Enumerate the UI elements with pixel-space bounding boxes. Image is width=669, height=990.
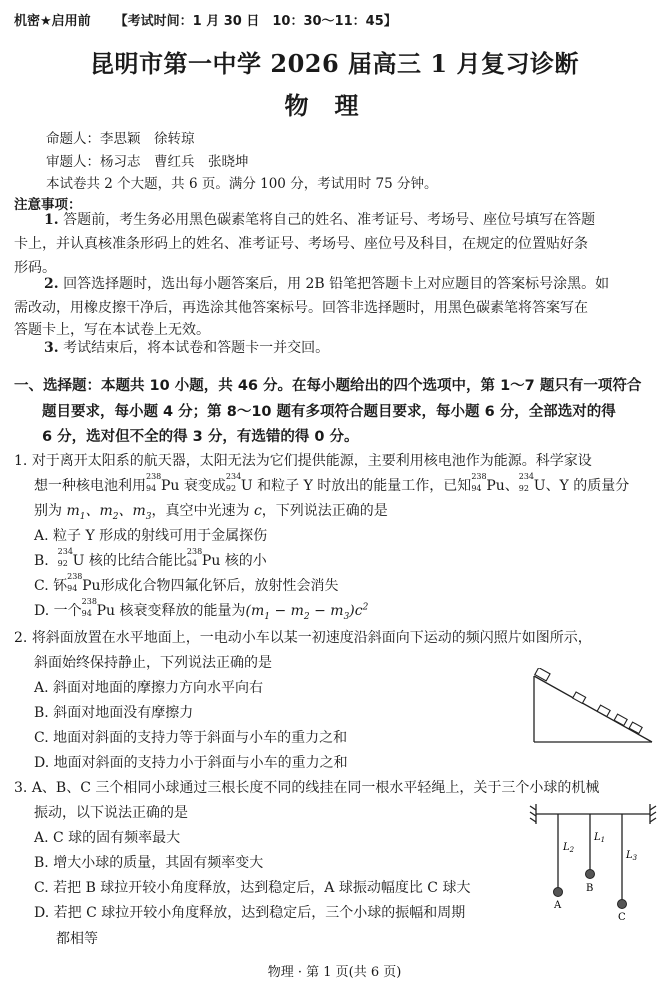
exam-time: 【考试时间：1 月 30 日 10：30～11：45】 — [114, 14, 397, 29]
note-1-number: 1. — [44, 212, 59, 228]
q1-text-3c: ，下列说法正确的是 — [261, 503, 388, 519]
car-frames — [535, 668, 642, 734]
q1-option-b — [34, 547, 267, 570]
q2-option-b: B. 斜面对地面没有摩擦力 — [34, 705, 194, 721]
section-1-line-1: 一、选择题：本题共 10 小题，共 46 分。在每小题给出的四个选项中，第 1～7 题只有一项符合 — [14, 378, 642, 394]
label-a: A — [554, 900, 562, 911]
q2-option-a: A. 斜面对地面的摩擦力方向水平向右 — [34, 680, 264, 696]
q2-line-2: 斜面始终保持静止，下列说法正确的是 — [34, 655, 272, 671]
q2-option-d: D. 地面对斜面的支持力小于斜面与小车的重力之和 — [34, 755, 348, 771]
confidential-label: 机密★启用前 — [14, 14, 91, 29]
ball-b — [586, 870, 595, 879]
u-mass-number: 234 — [225, 472, 242, 481]
note-3 — [44, 336, 329, 360]
exam-title: 昆明市第一中学 2026 届高三 1 月复习诊断 — [90, 49, 579, 78]
exam-subject: 物理 — [284, 91, 385, 120]
q3-option-b: B. 增大小球的质量，其固有频率变大 — [34, 855, 264, 871]
note-1 — [44, 208, 595, 232]
nuclide-u — [225, 472, 242, 493]
setters: 命题人：李思颖 徐转琼 — [46, 131, 195, 147]
note-2-number: 2. — [44, 276, 59, 292]
nuclide-u-2 — [518, 472, 535, 493]
u-mass-number-3: 234 — [57, 547, 73, 556]
u-mass-number-2: 234 — [518, 472, 535, 481]
note-3-number: 3. — [44, 340, 59, 356]
incline-lines — [534, 676, 652, 742]
q2-option-c: C. 地面对斜面的支持力等于斜面与小车的重力之和 — [34, 730, 348, 746]
q1-text-2c: 和粒子 Y 时放出的能量工作，已知 — [257, 478, 472, 494]
q3-option-a: A. C 球的固有频率最大 — [34, 830, 181, 846]
nuclide-pu-4 — [67, 572, 83, 593]
nuclide-pu-2 — [471, 472, 487, 493]
u-symbol: U — [240, 478, 253, 494]
pu-symbol: Pu — [161, 478, 180, 494]
section-1-line-2: 题目要求，每小题 4 分；第 8～10 题有多项符合题目要求，每小题 6 分，全部选对的得 — [42, 404, 616, 420]
reviewers: 审题人：杨习志 曹红兵 张晓坤 — [46, 154, 249, 170]
energy-formula: $(m_1 - m_2 - m_3)c^2$ — [245, 602, 369, 622]
pu-mass-number-3: 238 — [186, 547, 203, 556]
q1-text-2a: 想一种核电池利用 — [34, 478, 146, 494]
q2-line-1 — [14, 627, 592, 647]
label-l3: $L_3$ — [626, 850, 638, 862]
q1-text-3a: 别为 — [34, 503, 62, 519]
q1-option-d-tail: 核衰变释放的能量为 — [119, 603, 246, 619]
q3-option-d: D. 若把 C 球拉开较小角度释放，达到稳定后，三个小球的振幅和周期 — [34, 905, 466, 921]
q1-option-c-text: C. 钚 — [34, 578, 68, 594]
pu-mass-number-2: 238 — [471, 472, 487, 481]
q3-text-1: A、B、C 三个相同小球通过三根长度不同的线挂在同一根水平轻绳上，关于三个小球的机械 — [31, 780, 600, 796]
u-atomic-number-2: 92 — [518, 484, 529, 493]
q1-text-1: 对于离开太阳系的航天器，太阳无法为它们提供能源，主要利用核电池作为能源。科学家设 — [31, 453, 592, 469]
q1-number: 1. — [14, 453, 28, 469]
label-l1: $L_1$ — [594, 832, 606, 844]
pu-mass-number-5: 238 — [81, 597, 97, 606]
q1-text-2b: 衰变成 — [183, 478, 226, 494]
notes-heading: 注意事项： — [14, 197, 82, 213]
q1-option-d — [34, 597, 369, 622]
note-1-line-3: 形码。 — [14, 260, 56, 276]
q1-option-b-letter: B. — [34, 553, 49, 569]
mass-symbols: $m_1$、$m_2$、$m_3$ — [66, 503, 152, 522]
q3-option-d-cont: 都相等 — [56, 931, 98, 947]
q3-line-2: 振动，以下说法正确的是 — [34, 805, 188, 821]
ball-c — [618, 900, 627, 909]
pu-symbol-4: Pu — [82, 578, 101, 594]
section-1-line-3: 6 分，选对但不全的得 3 分，有选错的得 0 分。 — [42, 429, 359, 445]
q1-text-2d: 、 — [504, 478, 519, 494]
q3-line-1 — [14, 777, 599, 797]
note-2-line-3: 答题卡上，写在本试卷上无效。 — [14, 322, 210, 338]
u-atomic-number: 92 — [225, 484, 237, 493]
nuclide-pu-3 — [186, 547, 203, 568]
q1-text-2e: 、Y 的质量分 — [545, 478, 630, 494]
nuclide-u-3 — [57, 547, 73, 568]
q1-option-b-tail: 核的小 — [224, 553, 267, 569]
q1-text-3b: ，真空中光速为 — [151, 503, 250, 519]
note-3-line-1: 考试结束后，将本试卷和答题卡一并交回。 — [63, 340, 330, 356]
q1-option-b-text: 核的比结合能比 — [88, 553, 187, 569]
note-1-line-2: 卡上，并认真核准条形码上的姓名、准考证号、考场号、座位号及科目，在规定的位置贴好条 — [14, 236, 588, 252]
pendulum-figure — [528, 800, 658, 925]
pu-atomic-number-5: 94 — [81, 609, 92, 618]
q1-option-d-text: D. 一个 — [34, 603, 82, 619]
pu-symbol-2: Pu — [486, 478, 505, 494]
label-c: C — [618, 912, 626, 923]
nuclide-pu-5 — [81, 597, 97, 618]
note-2-line-2: 需改动，用橡皮擦干净后，再选涂其他答案标号。回答非选择题时，用黑色碳素笔将答案写在 — [14, 300, 588, 316]
exam-header — [14, 10, 397, 29]
label-l2: $L_2$ — [563, 842, 575, 854]
ball-a — [554, 888, 563, 897]
q1-line-1 — [14, 450, 592, 470]
pu-atomic-number-4: 94 — [67, 584, 78, 593]
q2-number: 2. — [14, 630, 28, 646]
q1-option-a: A. 粒子 Y 形成的射线可用于金属探伤 — [34, 528, 268, 544]
page-footer: 物理 · 第 1 页(共 6 页) — [267, 965, 402, 980]
note-2 — [44, 272, 609, 296]
q2-text-1: 将斜面放置在水平地面上，一电动小车以某一初速度沿斜面向下运动的频闪照片如图所示， — [31, 630, 592, 646]
q1-line-3 — [34, 500, 388, 522]
u-atomic-number-3: 92 — [57, 559, 68, 568]
pu-atomic-number: 94 — [146, 484, 157, 493]
note-1-line-1: 答题前，考生务必用黑色碳素笔将自己的姓名、准考证号、考场号、座位号填写在答题 — [63, 212, 596, 228]
pu-atomic-number-2: 94 — [471, 484, 482, 493]
pu-mass-number-4: 238 — [67, 572, 83, 581]
q1-option-c-tail: 形成化合物四氟化钚后，放射性会消失 — [100, 578, 339, 594]
q1-line-2 — [34, 472, 630, 495]
light-speed-symbol: c — [253, 503, 262, 519]
intro-text: 本试卷共 2 个大题，共 6 页。满分 100 分，考试用时 75 分钟。 — [46, 176, 438, 192]
nuclide-pu — [146, 472, 162, 493]
q1-option-c — [34, 572, 339, 595]
pu-symbol-5: Pu — [96, 603, 116, 619]
pu-mass-number: 238 — [146, 472, 162, 481]
incline-figure — [528, 668, 658, 748]
u-symbol-3: U — [72, 553, 85, 569]
pu-symbol-3: Pu — [201, 553, 221, 569]
q3-option-c: C. 若把 B 球拉开较小角度释放，达到稳定后，A 球振动幅度比 C 球大 — [34, 880, 471, 896]
q3-number: 3. — [14, 780, 28, 796]
note-2-line-1: 回答选择题时，选出每小题答案后，用 2B 铅笔把答题卡上对应题目的答案标号涂黑。如 — [63, 276, 610, 292]
pu-atomic-number-3: 94 — [186, 559, 198, 568]
label-b: B — [586, 883, 594, 894]
u-symbol-2: U — [533, 478, 546, 494]
